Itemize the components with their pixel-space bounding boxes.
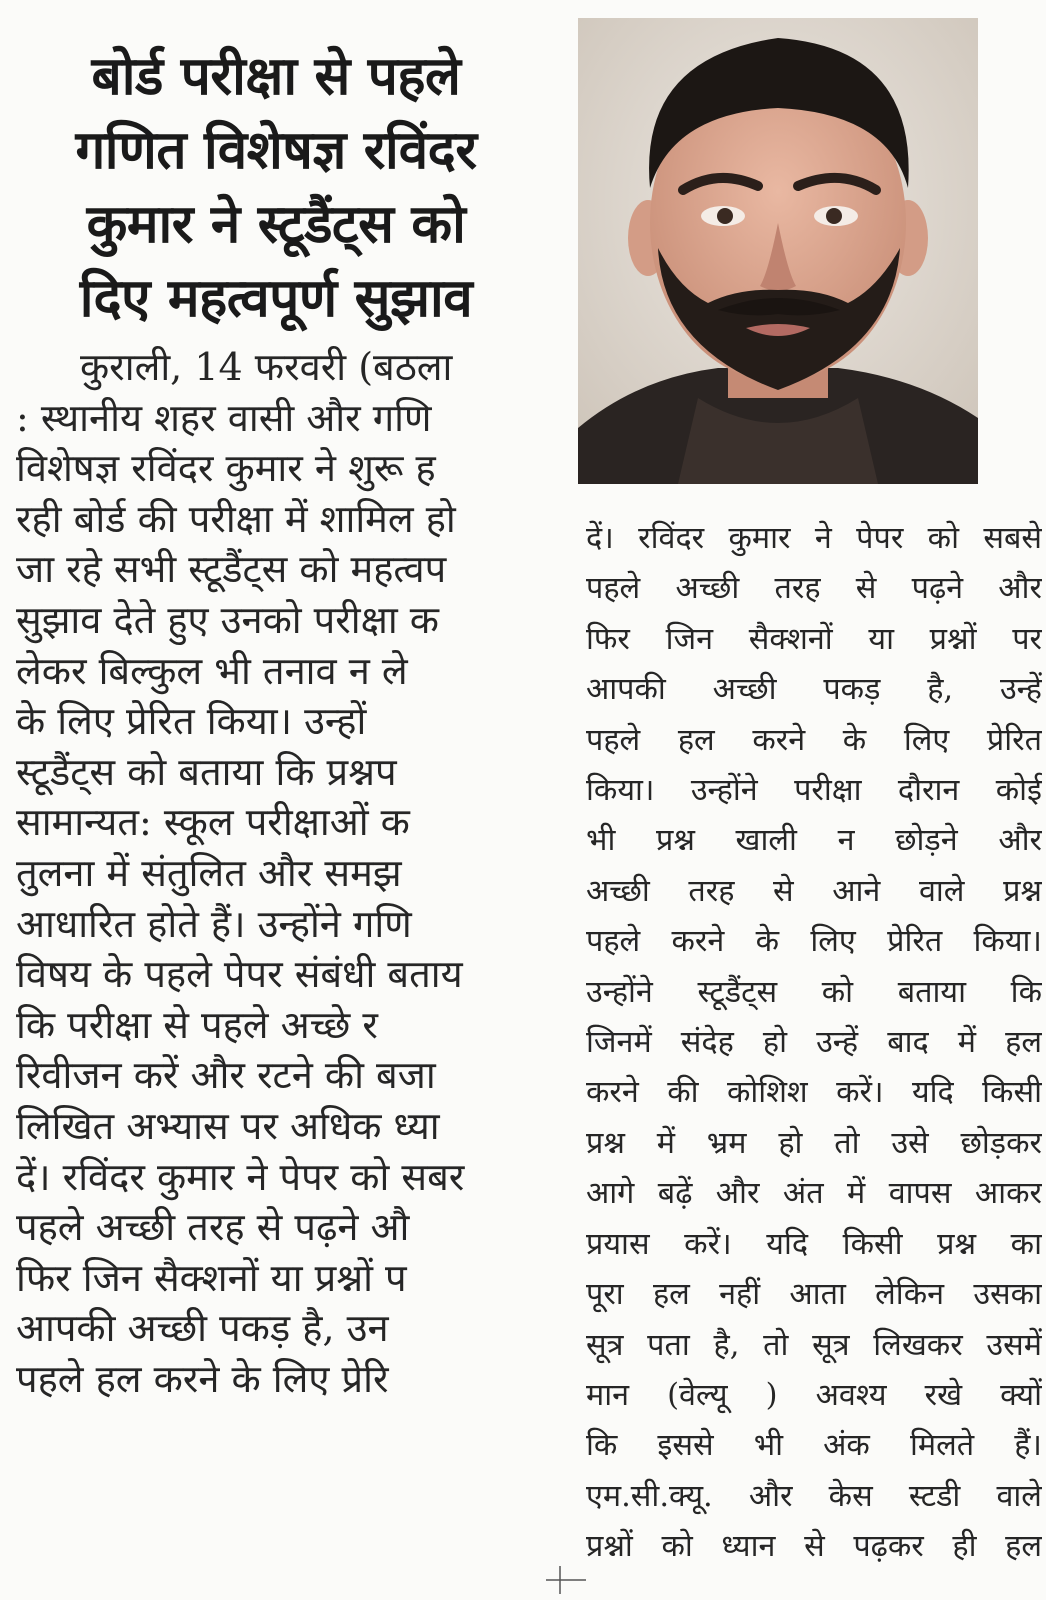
article-line: विषय के पहले पेपर संबंधी बताय: [16, 952, 463, 997]
article-line: पहले हल करने के लिए प्रेरि: [16, 1356, 389, 1401]
article-line: दें। रविंदर कुमार ने पेपर को सबसे: [586, 521, 1042, 556]
article-line: तुलना में संतुलित और समझ: [16, 850, 402, 895]
crop-mark-icon: [546, 1566, 586, 1594]
article-line: आपकी अच्छी पकड़ है, उन: [16, 1306, 389, 1351]
article-line: कि इससे भी अंक मिलते हैं।: [586, 1428, 1042, 1464]
article-line: कि परीक्षा से पहले अच्छे र: [16, 1002, 378, 1047]
headline: [16, 40, 536, 336]
headline-line: कुमार ने स्टूडैंट्स को: [86, 194, 466, 255]
article-line: रही बोर्ड की परीक्षा में शामिल हो: [16, 496, 456, 541]
article-line: फिर जिन सैक्शनों या प्रश्नों प: [16, 1255, 407, 1300]
article-line: विशेषज्ञ रविंदर कुमार ने शुरू ह: [16, 446, 436, 491]
article-line: फिर जिन सैक्शनों या प्रश्नों पर: [586, 621, 1042, 657]
article-line: करने की कोशिश करें। यदि किसी: [586, 1075, 1042, 1111]
article-line: उन्होंने स्टूडैंट्स को बताया कि: [586, 974, 1042, 1010]
left-column: [16, 40, 536, 1600]
article-line: आगे बढ़ें और अंत में वापस आकर: [586, 1176, 1042, 1212]
right-body-text: [586, 514, 1042, 1573]
headline-line: बोर्ड परीक्षा से पहले: [91, 46, 461, 107]
article-line: के लिए प्रेरित किया। उन्हों: [16, 699, 367, 744]
article-line: जिनमें संदेह हो उन्हें बाद में हल: [586, 1025, 1042, 1061]
article-line: लेकर बिल्कुल भी तनाव न ले: [16, 648, 408, 693]
article-line: सूत्र पता है, तो सूत्र लिखकर उसमें: [586, 1327, 1042, 1363]
article-line: मान (वेल्यू ) अवश्य रखे क्यों: [586, 1377, 1042, 1413]
article-line: एम.सी.क्यू. और केस स्टडी वाले: [586, 1478, 1042, 1514]
article-line: पहले हल करने के लिए प्रेरित: [586, 722, 1042, 758]
article-line: पहले अच्छी तरह से पढ़ने औ: [16, 1205, 410, 1250]
article-line: आधारित होते हैं। उन्होंने गणि: [16, 901, 412, 946]
article-line: सुझाव देते हुए उनको परीक्षा क: [16, 597, 439, 642]
article-line: सामान्यत: स्कूल परीक्षाओं क: [16, 800, 410, 845]
article-line: जा रहे सभी स्टूडैंट्स को महत्वप: [16, 547, 447, 592]
article-line: किया। उन्होंने परीक्षा दौरान कोई: [586, 773, 1042, 809]
headline-line: गणित विशेषज्ञ रविंदर: [75, 120, 477, 181]
article-line: स्टूडैंट्स को बताया कि प्रश्नप: [16, 749, 397, 794]
article-line: दें। रविंदर कुमार ने पेपर को सबर: [16, 1154, 465, 1199]
dateline: कुराली, 14 फरवरी (बठला: [80, 345, 453, 389]
article-line: रिवीजन करें और रटने की बजा: [16, 1053, 436, 1098]
article-line: पहले अच्छी तरह से पढ़ने और: [586, 571, 1042, 607]
article-line: प्रयास करें। यदि किसी प्रश्न का: [586, 1226, 1042, 1262]
headline-line: दिए महत्वपूर्ण सुझाव: [79, 268, 473, 329]
right-column: [586, 514, 1042, 1600]
article-line: : स्थानीय शहर वासी और गणि: [16, 395, 432, 440]
article-line: भी प्रश्न खाली न छोड़ने और: [586, 823, 1042, 859]
article-line: आपकी अच्छी पकड़ है, उन्हें: [586, 672, 1042, 708]
article-line: पूरा हल नहीं आता लेकिन उसका: [586, 1277, 1042, 1313]
article-line: प्रश्न में भ्रम हो तो उसे छोड़कर: [586, 1125, 1042, 1161]
article-line: प्रश्नों को ध्यान से पढ़कर ही हल: [586, 1529, 1042, 1565]
article-line: पहले करने के लिए प्रेरित किया।: [586, 924, 1042, 960]
left-body-text: [16, 342, 536, 1404]
article-line: लिखित अभ्यास पर अधिक ध्या: [16, 1103, 440, 1148]
portrait-photo-icon: [578, 18, 978, 484]
article-line: अच्छी तरह से आने वाले प्रश्न: [586, 873, 1042, 909]
